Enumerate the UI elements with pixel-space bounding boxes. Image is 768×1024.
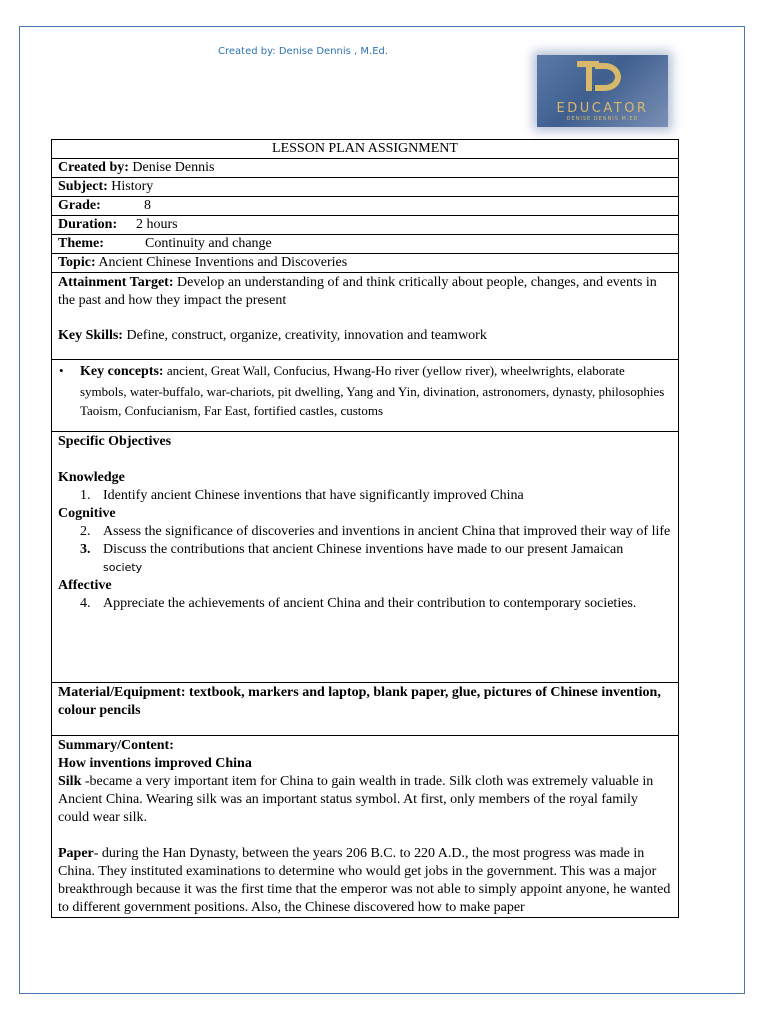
affective-objectives	[58, 595, 672, 613]
topic-label: Topic:	[58, 255, 96, 270]
key-skills-value: Define, construct, organize, creativity, innovation and teamwork	[122, 328, 487, 343]
objective-number: 2.	[80, 524, 91, 539]
created-by-value: Denise Dennis	[128, 160, 215, 175]
bullet-icon: •	[59, 363, 64, 378]
knowledge-heading: Knowledge	[58, 470, 125, 485]
created-by-label: Created by:	[58, 160, 129, 175]
key-skills-label: Key Skills:	[58, 328, 123, 343]
duration-label: Duration:	[58, 217, 118, 232]
objective-text: Assess the significance of discoveries and inventions in ancient China that improved their way of life	[103, 524, 671, 539]
silk-label: Silk	[58, 774, 82, 789]
materials-text: Material/Equipment: textbook, markers and laptop, blank paper, glue, pictures of Chinese invention, colour pencils	[58, 685, 661, 718]
grade-value: 8	[144, 198, 151, 213]
objective-text: Discuss the contributions that ancient Chinese inventions have made to our present Jamaican	[103, 542, 624, 557]
materials-cell	[52, 683, 679, 736]
summary-cell	[52, 736, 679, 918]
list-item	[58, 541, 672, 577]
logo-text: EDUCATOR	[556, 101, 649, 116]
objective-number: 4.	[80, 596, 91, 611]
attainment-value: Develop an understanding of and think critically about people, changes, and events in the past and how they impact the present	[58, 275, 657, 308]
topic-value: Ancient Chinese Inventions and Discoveries	[95, 255, 348, 270]
key-concepts-cell	[52, 360, 679, 432]
summary-heading: Summary/Content:	[58, 738, 174, 753]
grade-row	[52, 197, 679, 216]
created-by-header: Created by: Denise Dennis , M.Ed.	[218, 46, 389, 57]
objective-text: Appreciate the achievements of ancient China and their contribution to contemporary societies.	[103, 596, 637, 611]
subject-value: History	[107, 179, 154, 194]
paper-paragraph	[58, 845, 672, 917]
theme-row	[52, 235, 679, 254]
paper-label: Paper	[58, 846, 94, 861]
objective-number: 3.	[80, 542, 91, 557]
objective-text-tail: society	[103, 561, 143, 574]
attainment-target	[58, 274, 672, 310]
list-item	[58, 523, 672, 541]
attainment-label: Attainment Target:	[58, 275, 174, 290]
cognitive-objectives	[58, 523, 672, 577]
theme-value: Continuity and change	[145, 236, 272, 251]
objective-number: 1.	[80, 488, 91, 503]
theme-label: Theme:	[58, 236, 104, 251]
objective-text: Identify ancient Chinese inventions that have significantly improved China	[103, 488, 524, 503]
list-item	[58, 361, 672, 421]
key-skills	[58, 327, 672, 345]
cognitive-heading: Cognitive	[58, 506, 116, 521]
key-concepts-label: Key concepts:	[80, 364, 164, 379]
affective-heading: Affective	[58, 578, 112, 593]
duration-value: 2 hours	[136, 217, 178, 232]
summary-subheading: How inventions improved China	[58, 756, 252, 771]
subject-label: Subject:	[58, 179, 108, 194]
subject-row	[52, 178, 679, 197]
paper-text: - during the Han Dynasty, between the years 206 B.C. to 220 A.D., the most progress was made in China. They instituted examinations to determine who would get jobs in the government. This was a major breakthrough because it was the first time that the emperor was not able to simply appoint anyone, he wanted to different government positions. Also, the Chinese discovered how to make paper	[58, 846, 671, 915]
silk-paragraph	[58, 773, 672, 827]
topic-row	[52, 254, 679, 273]
key-concepts-value: ancient, Great Wall, Confucius, Hwang-Ho river (yellow river), wheelwrights, elaborate symbols, water-buffalo, war-chariots, pit dwelling, Yang and Yin, divination, astronomers, dynasty, philosophies Taoism, Confucianism, Far East, fortified castles, customs	[80, 363, 665, 418]
created-by-row	[52, 159, 679, 178]
objectives-cell	[52, 432, 679, 683]
logo-subtext: DENISE DENNIS M.ED	[566, 116, 639, 122]
duration-row	[52, 216, 679, 235]
attainment-skills-cell	[52, 273, 679, 360]
grade-label: Grade:	[58, 198, 101, 213]
objectives-heading: Specific Objectives	[58, 434, 172, 449]
key-concepts-list	[58, 361, 672, 421]
silk-text: -became a very important item for China to gain wealth in trade. Silk cloth was extremely valuable in Ancient China. Wearing silk was an important status symbol. At first, only members of the royal family could wear silk.	[58, 774, 654, 825]
lesson-plan-table	[51, 139, 679, 918]
table-title: LESSON PLAN ASSIGNMENT	[52, 140, 679, 159]
list-item	[58, 595, 672, 613]
educator-logo	[537, 55, 668, 127]
list-item	[58, 487, 672, 505]
knowledge-objectives	[58, 487, 672, 505]
